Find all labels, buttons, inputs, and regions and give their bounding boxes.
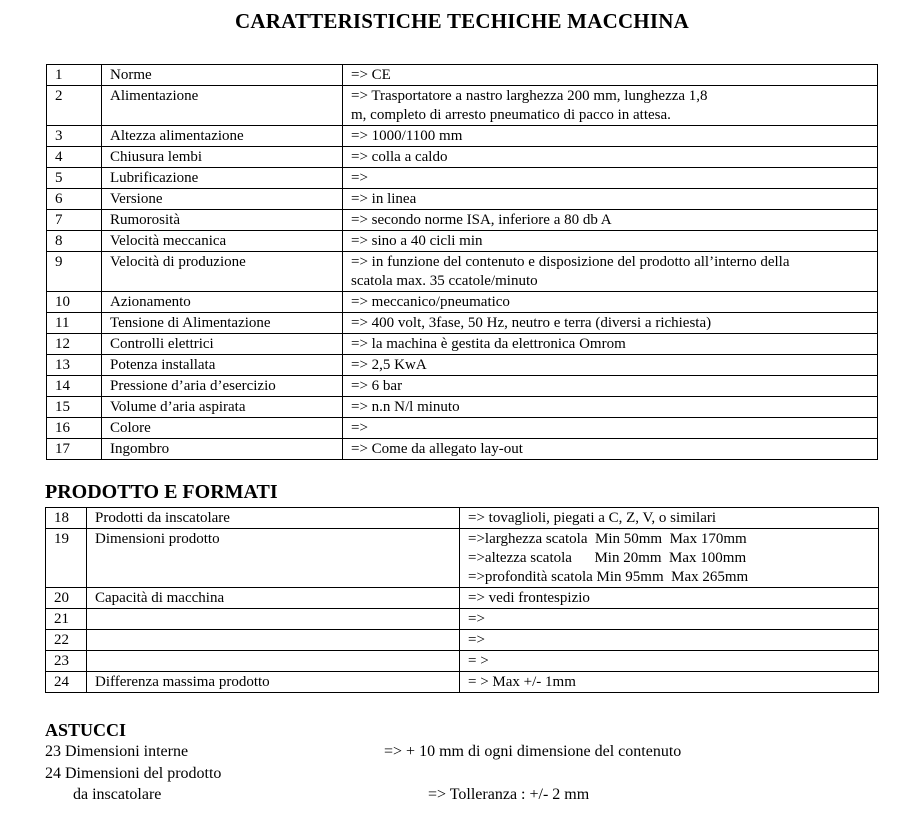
spec-row — [47, 418, 878, 439]
row-number: 15 — [47, 397, 102, 418]
row-value — [460, 609, 879, 630]
row-number: 21 — [46, 609, 87, 630]
product-row — [46, 672, 879, 693]
row-value-line: =>altezza scatola Min 20mm Max 100mm — [468, 550, 747, 566]
specs-table — [46, 64, 878, 460]
spec-row — [47, 439, 878, 460]
row-label: Velocità meccanica — [102, 231, 343, 252]
row-label: Lubrificazione — [102, 168, 343, 189]
spec-row — [47, 86, 878, 126]
row-value — [343, 376, 878, 397]
row-value-line: =>larghezza scatola Min 50mm Max 170mm — [468, 531, 747, 547]
spec-row — [47, 397, 878, 418]
row-value-line: => secondo norme ISA, inferiore a 80 db A — [351, 212, 612, 228]
row-label: Volume d’aria aspirata — [102, 397, 343, 418]
row-value — [460, 672, 879, 693]
row-value-line: = > Max +/- 1mm — [468, 674, 576, 690]
row-label: Capacità di macchina — [87, 588, 460, 609]
row-label: Differenza massima prodotto — [87, 672, 460, 693]
row-number: 8 — [47, 231, 102, 252]
row-value-line: = > — [468, 653, 489, 669]
astucci-dimensioni-interne-label: 23 Dimensioni interne — [45, 743, 189, 760]
row-value-line: => n.n N/l minuto — [351, 399, 460, 415]
row-label: Potenza installata — [102, 355, 343, 376]
row-value-line: => tovaglioli, piegati a C, Z, V, o similari — [468, 510, 717, 526]
row-value-line: => Trasportatore a nastro larghezza 200 mm, lunghezza 1,8 — [351, 88, 708, 104]
row-number: 19 — [46, 529, 87, 588]
spec-row — [47, 376, 878, 397]
product-row — [46, 508, 879, 529]
row-label: Altezza alimentazione — [102, 126, 343, 147]
row-number: 22 — [46, 630, 87, 651]
product-row — [46, 630, 879, 651]
row-value-line: => — [351, 420, 368, 436]
row-value-line: => — [351, 170, 368, 186]
row-value — [460, 529, 879, 588]
row-value — [343, 189, 878, 210]
row-value — [343, 355, 878, 376]
spec-row — [47, 252, 878, 292]
row-value-line: => colla a caldo — [351, 149, 448, 165]
row-value-line: => la machina è gestita da elettronica Omrom — [351, 336, 626, 352]
row-label: Chiusura lembi — [102, 147, 343, 168]
row-label — [87, 609, 460, 630]
product-row — [46, 651, 879, 672]
row-value — [343, 126, 878, 147]
row-label: Pressione d’aria d’esercizio — [102, 376, 343, 397]
row-value — [343, 418, 878, 439]
row-value-line: => — [468, 632, 485, 648]
row-value — [343, 397, 878, 418]
spec-row — [47, 147, 878, 168]
astucci-dimensioni-prodotto-label: 24 Dimensioni del prodotto — [45, 765, 222, 782]
row-value — [460, 588, 879, 609]
row-label — [87, 630, 460, 651]
document-title: CARATTERISTICHE TECHICHE MACCHINA — [235, 9, 689, 33]
row-value — [343, 65, 878, 86]
row-value — [343, 439, 878, 460]
row-number: 17 — [47, 439, 102, 460]
row-number: 14 — [47, 376, 102, 397]
row-value — [343, 313, 878, 334]
row-number: 4 — [47, 147, 102, 168]
row-number: 24 — [46, 672, 87, 693]
row-value-line: => in linea — [351, 191, 417, 207]
row-value — [460, 630, 879, 651]
row-label: Velocità di produzione — [102, 252, 343, 292]
row-value-line: => 400 volt, 3fase, 50 Hz, neutro e terra (diversi a richiesta) — [351, 315, 712, 331]
row-value-line: => — [468, 611, 485, 627]
spec-row — [47, 126, 878, 147]
row-number: 3 — [47, 126, 102, 147]
row-value — [343, 252, 878, 292]
section-title-prodotto: PRODOTTO E FORMATI — [45, 481, 278, 503]
row-number: 18 — [46, 508, 87, 529]
row-value-line: => 6 bar — [351, 378, 403, 394]
astucci-da-inscatolare-label: da inscatolare — [73, 786, 162, 803]
row-label: Tensione di Alimentazione — [102, 313, 343, 334]
row-value-line: =>profondità scatola Min 95mm Max 265mm — [468, 569, 749, 585]
row-number: 13 — [47, 355, 102, 376]
astucci-tolleranza-value: => Tolleranza : +/- 2 mm — [428, 786, 590, 803]
section-title-astucci: ASTUCCI — [45, 720, 127, 740]
spec-row — [47, 65, 878, 86]
row-value — [343, 292, 878, 313]
row-value-line: => 2,5 KwA — [351, 357, 427, 373]
product-row — [46, 609, 879, 630]
row-value — [343, 334, 878, 355]
row-value — [343, 168, 878, 189]
row-label: Ingombro — [102, 439, 343, 460]
row-value-line: => in funzione del contenuto e disposizione del prodotto all’interno della — [351, 254, 790, 270]
row-value-line: => 1000/1100 mm — [351, 128, 463, 144]
spec-row — [47, 355, 878, 376]
product-row — [46, 529, 879, 588]
row-number: 16 — [47, 418, 102, 439]
row-value-line: => CE — [351, 67, 391, 83]
spec-row — [47, 231, 878, 252]
row-number: 2 — [47, 86, 102, 126]
row-value — [343, 147, 878, 168]
row-value — [343, 210, 878, 231]
row-value-line: scatola max. 35 ccatole/minuto — [351, 273, 538, 289]
product-row — [46, 588, 879, 609]
row-value — [343, 86, 878, 126]
row-value — [343, 231, 878, 252]
row-number: 7 — [47, 210, 102, 231]
spec-row — [47, 189, 878, 210]
row-number: 10 — [47, 292, 102, 313]
row-number: 1 — [47, 65, 102, 86]
spec-row — [47, 313, 878, 334]
row-label: Rumorosità — [102, 210, 343, 231]
row-number: 23 — [46, 651, 87, 672]
row-value-line: => vedi frontespizio — [468, 590, 590, 606]
products-table — [45, 507, 879, 693]
row-label: Alimentazione — [102, 86, 343, 126]
row-value-line: m, completo di arresto pneumatico di pacco in attesa. — [351, 107, 671, 123]
row-label: Azionamento — [102, 292, 343, 313]
spec-row — [47, 292, 878, 313]
row-number: 11 — [47, 313, 102, 334]
row-number: 12 — [47, 334, 102, 355]
row-value — [460, 508, 879, 529]
row-label — [87, 651, 460, 672]
row-number: 6 — [47, 189, 102, 210]
row-label: Controlli elettrici — [102, 334, 343, 355]
row-value — [460, 651, 879, 672]
spec-row — [47, 334, 878, 355]
row-label: Versione — [102, 189, 343, 210]
row-number: 5 — [47, 168, 102, 189]
row-label: Colore — [102, 418, 343, 439]
row-number: 20 — [46, 588, 87, 609]
row-number: 9 — [47, 252, 102, 292]
row-label: Dimensioni prodotto — [87, 529, 460, 588]
row-value-line: => Come da allegato lay-out — [351, 441, 523, 457]
row-value-line: => meccanico/pneumatico — [351, 294, 510, 310]
spec-row — [47, 210, 878, 231]
row-label: Norme — [102, 65, 343, 86]
spec-row — [47, 168, 878, 189]
row-value-line: => sino a 40 cicli min — [351, 233, 483, 249]
row-label: Prodotti da inscatolare — [87, 508, 460, 529]
astucci-dimensioni-interne-value: => + 10 mm di ogni dimensione del contenuto — [384, 743, 682, 760]
